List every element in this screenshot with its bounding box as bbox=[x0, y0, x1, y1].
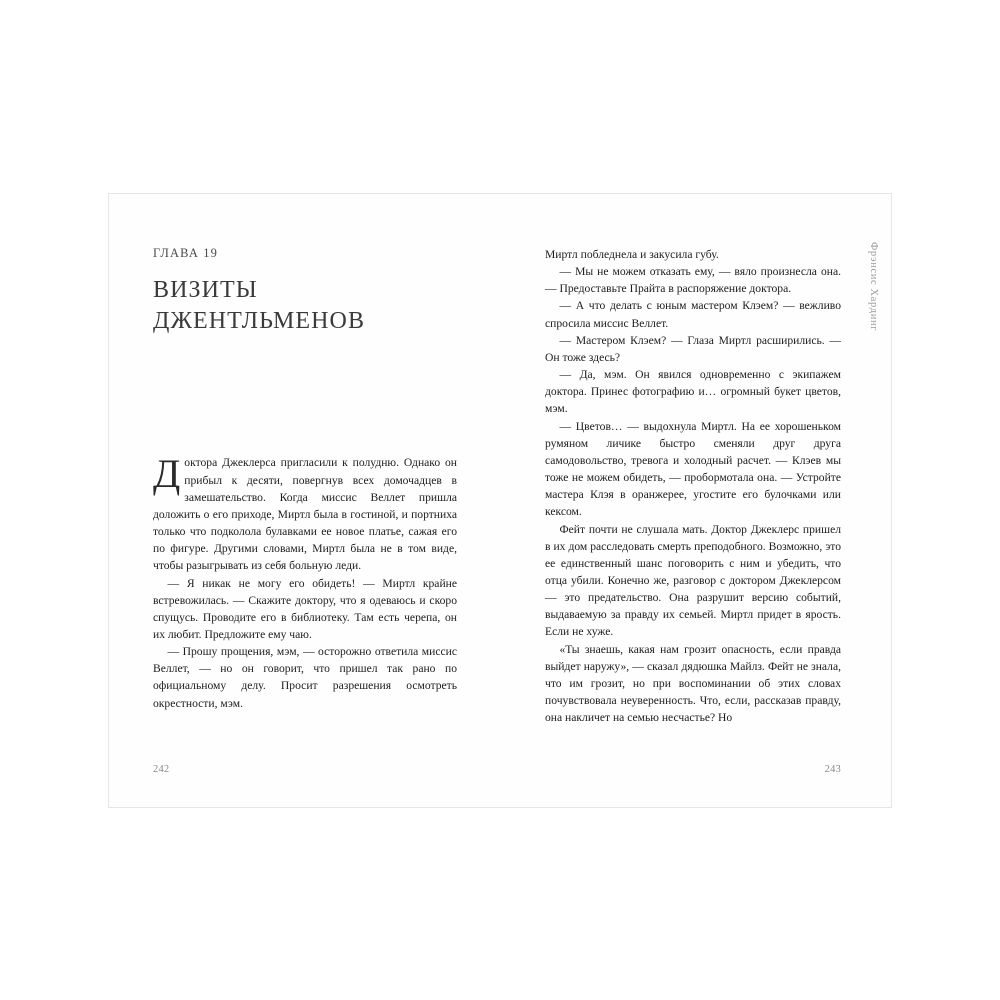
paragraph: — А что делать с юным мастером Клэем? — вежливо спросила миссис Веллет. bbox=[545, 299, 841, 330]
page-left bbox=[109, 194, 501, 807]
paragraph: — Прошу прощения, мэм, — осторожно ответила миссис Веллет, — но он говорит, что пришел так рано по официальному делу. Просит разрешения осмотреть окрестности, мэм. bbox=[153, 645, 457, 710]
paragraph: Фейт почти не слушала мать. Доктор Джеклерс пришел в их дом расследовать смерть преподобного. Возможно, это ее единственный шанс поговорить с ним и убедить, что отца убили. Конечно же, разговор с доктором Джеклерсом — это предательство. Она разрушит версию событий, выдаваемую за правду их семьей. Миртл придет в ярость. Если не хуже. bbox=[545, 522, 841, 639]
paragraph bbox=[153, 451, 457, 574]
paragraph: «Ты знаешь, какая нам грозит опасность, если правда выйдет наружу», — сказал дядюшка Майлз. Фейт не знала, что им грозит, но при воспоминании об этих словах почувствовала неуверенность. Что, если, рассказав правду, она накличет на семью несчастье? Но bbox=[545, 642, 841, 725]
paragraph: — Да, мэм. Он явился одновременно с экипажем доктора. Принес фотографию и… огромный букет цветов, мэм. bbox=[545, 368, 841, 416]
page-right bbox=[501, 194, 892, 807]
paragraph: — Мастером Клэем? — Глаза Миртл расширились. — Он тоже здесь? bbox=[545, 333, 841, 364]
chapter-label: ГЛАВА 19 bbox=[153, 246, 218, 260]
left-page-body bbox=[153, 451, 457, 711]
page-number-right: 243 bbox=[824, 764, 841, 775]
running-head-author: Фрэнсис Хардинг bbox=[868, 242, 879, 332]
paragraph: — Цветов… — выдохнула Миртл. На ее хорошеньком румяном личике быстро сменяли друг друга самодовольство, тревога и холодный расчет. — Клэев мы тоже не можем обидеть, — пробормотала она. — Устройте мастера Клэя в оранжерее, угостите его булочками или кексом. bbox=[545, 419, 841, 519]
page-number-left: 242 bbox=[153, 764, 170, 775]
book-spread bbox=[108, 193, 892, 808]
paragraph: Миртл побледнела и закусила губу. bbox=[545, 248, 719, 261]
paragraph-text: октора Джеклерса пригласили к полудню. Однако он прибыл к десяти, повергнув всех домочадцев в замешательство. Когда миссис Веллет пришла доложить о его приходе, Миртл была в гостиной, и портниха только что подколола булавками ее новое платье, сажая его по фигуре. Другими словами, Миртл была не в том виде, чтобы разыгрывать из себя больную леди. bbox=[153, 456, 457, 573]
drop-cap: Д bbox=[153, 451, 181, 497]
chapter-title: ВИЗИТЫ ДЖЕНТЛЬМЕНОВ bbox=[153, 277, 366, 334]
paragraph: — Я никак не могу его обидеть! — Миртл крайне встревожилась. — Скажите доктору, что я одеваюсь и скоро спущусь. Проводите его в библиотеку. Там есть черепа, он их любит. Предложите ему чаю. bbox=[153, 576, 457, 641]
right-page-body bbox=[545, 246, 841, 726]
paragraph: — Мы не можем отказать ему, — вяло произнесла она. — Предоставьте Прайта в распоряжение доктора. bbox=[545, 265, 841, 296]
